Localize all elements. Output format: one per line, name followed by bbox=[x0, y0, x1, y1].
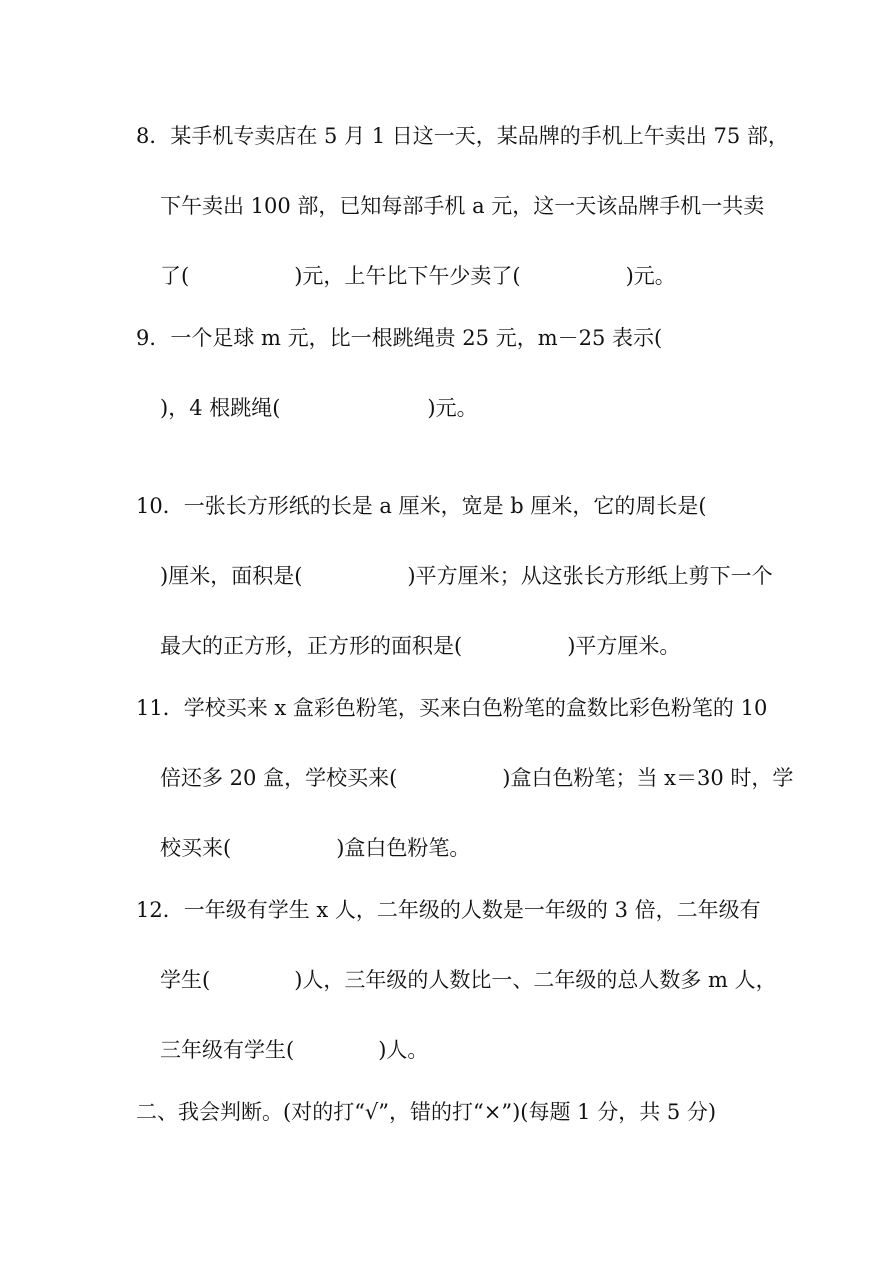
q8-line-1: 8．某手机专卖店在 5 月 1 日这一天，某品牌的手机上午卖出 75 部， bbox=[136, 124, 789, 148]
q8-line-2: 下午卖出 100 部，已知每部手机 a 元，这一天该品牌手机一共卖 bbox=[160, 194, 765, 218]
q10-line-2: )厘米，面积是( )平方厘米；从这张长方形纸上剪下一个 bbox=[160, 564, 773, 588]
q11-line-3: 校买来( )盒白色粉笔。 bbox=[160, 836, 471, 860]
q10-line-3: 最大的正方形，正方形的面积是( )平方厘米。 bbox=[160, 634, 681, 658]
q11-line-2: 倍还多 20 盒，学校买来( )盒白色粉笔；当 x＝30 时，学 bbox=[160, 766, 794, 790]
q12-line-3: 三年级有学生( )人。 bbox=[160, 1038, 429, 1062]
section-heading: 二、我会判断。(对的打“√”，错的打“×”)(每题 1 分，共 5 分) bbox=[136, 1100, 717, 1124]
q9-line-2: )，4 根跳绳( )元。 bbox=[160, 396, 478, 420]
q10-line-1: 10．一张长方形纸的长是 a 厘米，宽是 b 厘米，它的周长是( bbox=[136, 494, 707, 518]
q8-line-3: 了( )元，上午比下午少卖了( )元。 bbox=[160, 264, 676, 288]
q12-line-1: 12．一年级有学生 x 人，二年级的人数是一年级的 3 倍，二年级有 bbox=[136, 898, 761, 922]
q11-line-1: 11．学校买来 x 盒彩色粉笔，买来白色粉笔的盒数比彩色粉笔的 10 bbox=[136, 696, 768, 720]
q9-line-1: 9．一个足球 m 元，比一根跳绳贵 25 元，m－25 表示( bbox=[136, 326, 663, 350]
q12-line-2: 学生( )人，三年级的人数比一、二年级的总人数多 m 人， bbox=[160, 968, 777, 992]
